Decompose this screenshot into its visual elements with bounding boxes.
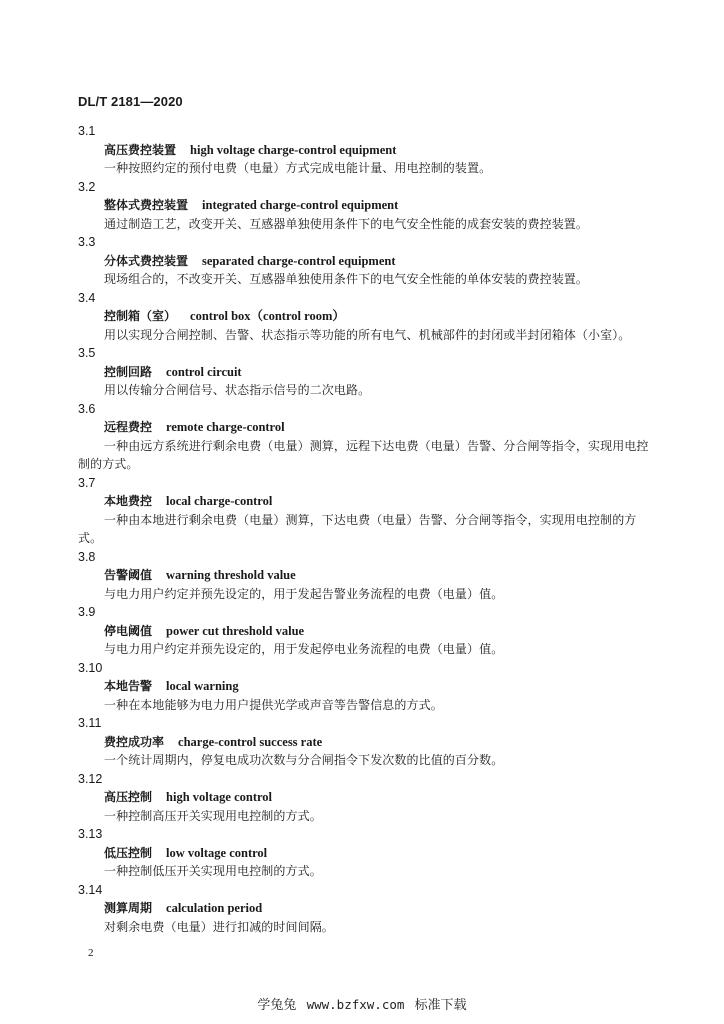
term-zh: 远程费控 [104,420,153,434]
term-definition: 对剩余电费（电量）进行扣减的时间间隔。 [104,919,334,934]
term-definition: 与电力用户约定并预先设定的，用于发起告警业务流程的电费（电量）值。 [104,586,504,601]
term-number: 3.5 [78,346,96,360]
term-en: control circuit [166,364,242,379]
term-definition: 一种由远方系统进行剩余电费（电量）测算，远程下达电费（电量）告警、分合闸等指令，实现用电控制的方式。 [78,438,649,471]
term-heading [78,622,658,641]
term-definition: 通过制造工艺，改变开关、互感器单独使用条件下的电气安全性能的成套安装的费控装置。 [104,216,589,231]
term-en: calculation period [166,901,263,915]
term-zh: 分体式费控装置 [104,253,189,268]
term-heading [78,141,658,160]
term-zh: 告警阈值 [104,568,153,582]
term-en: power cut threshold value [166,623,305,638]
term-definition: 一种控制低压开关实现用电控制的方式。 [104,864,322,878]
term-zh: 测算周期 [104,901,153,915]
term-entry [78,825,658,881]
term-heading [78,418,658,437]
term-zh: 高压费控装置 [104,142,177,157]
term-entry [78,714,658,770]
term-number: 3.12 [78,771,103,786]
terms-list [78,122,658,936]
term-heading [78,363,658,382]
term-zh: 整体式费控装置 [104,198,189,212]
term-entry [78,659,658,715]
term-en: local warning [166,679,239,693]
term-entry [78,770,658,826]
term-entry [78,603,658,659]
term-en: remote charge-control [166,420,285,434]
term-number: 3.13 [78,827,103,841]
term-entry [78,289,658,345]
term-entry [78,233,658,289]
term-entry [78,400,658,474]
footer-tagline: 标准下载 [414,998,467,1013]
term-number: 3.7 [78,475,96,490]
term-definition: 用以传输分合闸信号、状态指示信号的二次电路。 [104,383,371,397]
term-heading [78,196,658,215]
term-heading [78,788,658,807]
term-heading [78,566,658,585]
footer-site-link[interactable]: www.bzfxw.com [306,997,405,1012]
term-number: 3.11 [78,716,102,730]
term-zh: 控制箱（室） [104,309,177,323]
term-zh: 停电阈值 [104,623,153,638]
term-definition: 与电力用户约定并预先设定的，用于发起停电业务流程的电费（电量）值。 [104,642,504,656]
term-en: separated charge-control equipment [202,253,396,268]
term-definition: 现场组合的，不改变开关、互感器单独使用条件下的电气安全性能的单体安装的费控装置。 [104,272,589,286]
term-definition: 一种由本地进行剩余电费（电量）测算，下达电费（电量）告警、分合闸等指令，实现用电控制的方式。 [78,512,637,545]
term-en: warning threshold value [166,568,296,582]
term-zh: 费控成功率 [104,734,165,749]
term-number: 3.9 [78,605,96,619]
term-number: 3.3 [78,235,96,249]
term-heading [78,252,658,271]
term-heading [78,492,658,511]
term-number: 3.1 [78,124,96,138]
term-zh: 本地费控 [104,494,153,508]
term-heading [78,844,658,863]
term-en: integrated charge-control equipment [202,198,399,212]
footer-watermark [0,994,724,1013]
term-entry [78,344,658,400]
term-entry [78,881,658,937]
page-number: 2 [88,947,94,959]
term-en: control box（control room） [190,309,345,323]
term-zh: 高压控制 [104,790,153,804]
term-en: local charge-control [166,494,273,508]
document-code: DL/T 2181—2020 [78,94,183,109]
term-entry [78,474,658,548]
term-zh: 低压控制 [104,845,153,860]
term-entry [78,548,658,604]
term-number: 3.6 [78,401,96,416]
term-definition: 一个统计周期内，停复电成功次数与分合闸指令下发次数的比值的百分数。 [104,753,504,767]
term-definition: 一种控制高压开关实现用电控制的方式。 [104,808,322,823]
term-en: high voltage control [166,790,273,804]
term-definition: 一种在本地能够为电力用户提供光学或声音等告警信息的方式。 [104,697,443,712]
term-en: high voltage charge-control equipment [190,142,397,157]
term-heading [78,899,658,918]
term-heading [78,307,658,326]
term-number: 3.14 [78,882,103,897]
term-definition: 一种按照约定的预付电费（电量）方式完成电能计量、用电控制的装置。 [104,161,492,175]
footer-brand: 学兔兔 [257,998,297,1013]
term-heading [78,733,658,752]
term-en: low voltage control [166,845,268,860]
term-number: 3.10 [78,660,103,675]
term-entry [78,178,658,234]
term-zh: 本地告警 [104,679,153,693]
term-number: 3.2 [78,179,96,194]
term-definition: 用以实现分合闸控制、告警、状态指示等功能的所有电气、机械部件的封闭或半封闭箱体（小室）。 [104,327,631,342]
term-entry [78,122,658,178]
term-zh: 控制回路 [104,364,153,379]
term-en: charge-control success rate [178,734,323,749]
term-heading [78,677,658,696]
term-number: 3.4 [78,290,96,305]
term-number: 3.8 [78,549,96,564]
